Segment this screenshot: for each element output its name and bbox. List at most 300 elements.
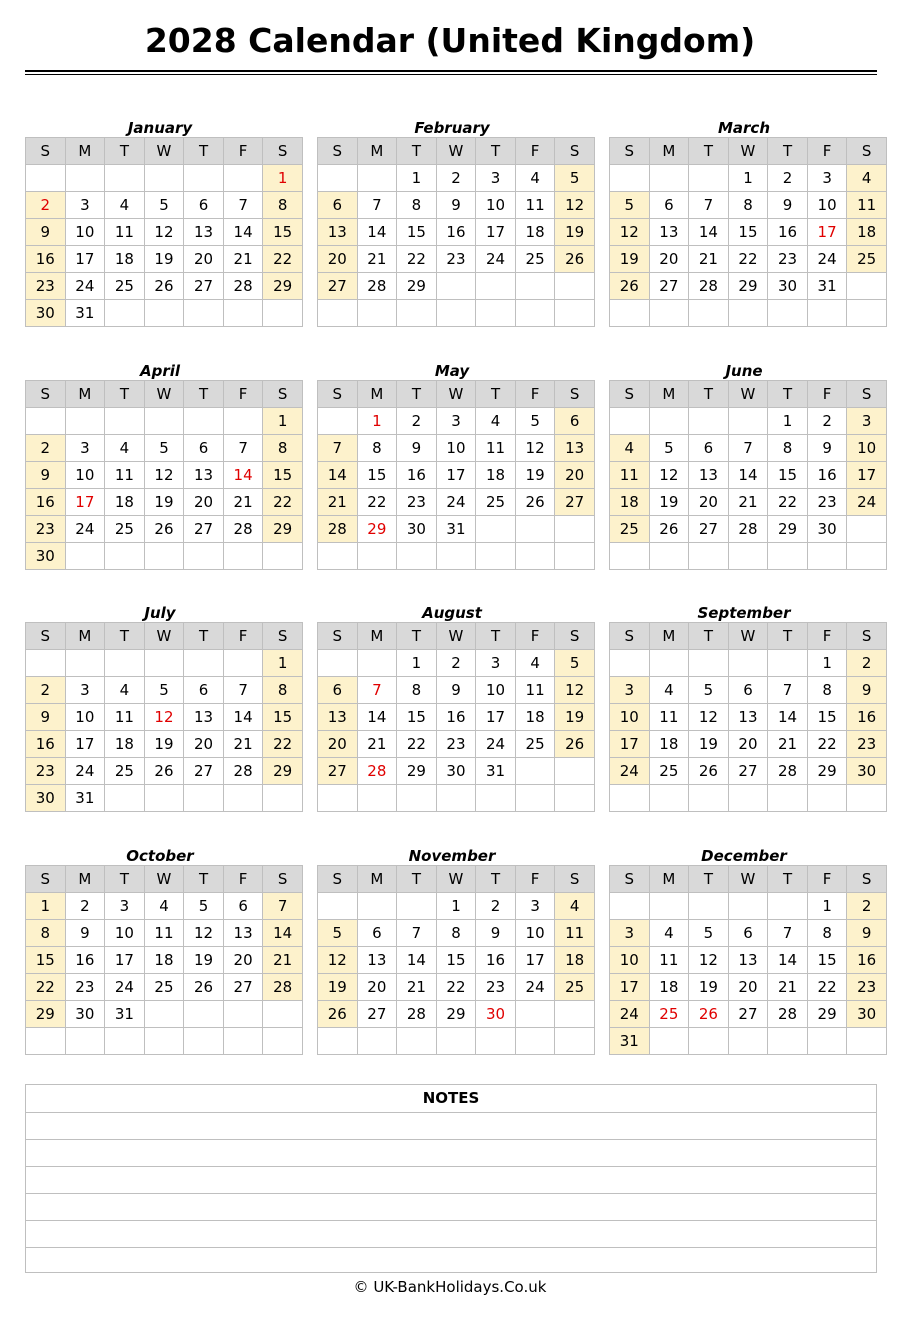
day-cell: 9 [26,219,66,246]
empty-day-cell [728,408,768,435]
notes-line[interactable] [26,1167,876,1194]
empty-day-cell [263,300,303,327]
weekday-header: M [65,381,105,408]
month-table [317,137,595,327]
empty-day-cell [555,273,595,300]
empty-day-cell [610,893,650,920]
weekday-header: S [555,866,595,893]
day-cell: 17 [476,219,516,246]
day-cell: 21 [223,246,263,273]
day-cell: 23 [768,246,808,273]
day-cell: 15 [768,462,808,489]
month-june [609,358,879,570]
day-cell: 2 [807,408,847,435]
weekday-header: F [807,866,847,893]
month-name: November [408,847,496,865]
empty-day-cell [223,1001,263,1028]
day-cell: 28 [689,273,729,300]
day-cell: 25 [847,246,887,273]
day-cell: 1 [728,165,768,192]
day-cell: 14 [768,704,808,731]
day-cell: 14 [223,219,263,246]
day-cell: 4 [476,408,516,435]
day-cell: 6 [318,677,358,704]
day-cell: 17 [476,704,516,731]
notes-line[interactable] [26,1221,876,1248]
empty-day-cell [610,300,650,327]
empty-day-cell [768,785,808,812]
notes-title: NOTES [26,1085,876,1113]
weekday-header: T [184,866,224,893]
empty-day-cell [397,893,437,920]
day-cell: 6 [689,435,729,462]
empty-day-cell [105,165,145,192]
day-cell: 16 [436,219,476,246]
day-cell: 29 [263,758,303,785]
day-cell: 22 [436,974,476,1001]
day-cell: 16 [436,704,476,731]
day-cell: 12 [555,192,595,219]
day-cell: 10 [847,435,887,462]
day-cell: 21 [223,731,263,758]
day-cell: 6 [184,677,224,704]
day-cell: 18 [847,219,887,246]
empty-day-cell [476,300,516,327]
weekday-header: T [184,138,224,165]
notes-line[interactable] [26,1113,876,1140]
day-cell: 11 [105,462,145,489]
day-cell: 11 [476,435,516,462]
day-cell: 29 [26,1001,66,1028]
day-cell: 14 [357,704,397,731]
day-cell: 19 [144,731,184,758]
empty-day-cell [318,785,358,812]
day-cell: 3 [610,920,650,947]
empty-day-cell [223,408,263,435]
day-cell: 17 [515,947,555,974]
month-table [317,622,595,812]
weekday-header: S [847,381,887,408]
weekday-header: T [689,381,729,408]
day-cell: 11 [105,219,145,246]
day-cell: 9 [26,462,66,489]
empty-day-cell [689,165,729,192]
empty-day-cell [184,408,224,435]
month-name: July [144,604,176,622]
month-name: June [725,362,763,380]
weekday-header: M [357,623,397,650]
empty-day-cell [728,785,768,812]
empty-day-cell [26,1028,66,1055]
empty-day-cell [807,543,847,570]
day-cell: 30 [768,273,808,300]
day-cell: 30 [847,758,887,785]
day-cell: 23 [26,516,66,543]
day-cell: 5 [144,435,184,462]
weekday-header: S [610,381,650,408]
day-cell: 22 [807,974,847,1001]
empty-day-cell [436,273,476,300]
empty-day-cell [555,758,595,785]
empty-day-cell [65,1028,105,1055]
day-cell: 3 [515,893,555,920]
weekday-header: S [318,138,358,165]
day-cell: 25 [144,974,184,1001]
weekday-header: W [144,866,184,893]
empty-day-cell [649,543,689,570]
weekday-header: S [26,381,66,408]
holiday-day-cell: 1 [357,408,397,435]
weekday-header: T [689,866,729,893]
month-january [25,115,295,327]
empty-day-cell [144,165,184,192]
day-cell: 16 [397,462,437,489]
empty-day-cell [263,543,303,570]
weekday-header: W [728,138,768,165]
day-cell: 25 [515,731,555,758]
notes-line[interactable] [26,1194,876,1221]
holiday-day-cell: 7 [357,677,397,704]
empty-day-cell [397,300,437,327]
day-cell: 30 [807,516,847,543]
month-name: April [139,362,181,380]
day-cell: 17 [847,462,887,489]
day-cell: 8 [263,192,303,219]
day-cell: 16 [476,947,516,974]
weekday-header: T [768,866,808,893]
weekday-header: S [610,138,650,165]
month-name: December [701,847,787,865]
day-cell: 24 [610,758,650,785]
day-cell: 12 [649,462,689,489]
day-cell: 20 [184,246,224,273]
weekday-header: S [318,381,358,408]
month-name: October [126,847,194,865]
day-cell: 9 [436,677,476,704]
empty-day-cell [105,650,145,677]
day-cell: 17 [610,974,650,1001]
weekday-header: T [689,138,729,165]
weekday-header: F [223,381,263,408]
holiday-day-cell: 1 [263,165,303,192]
day-cell: 24 [515,974,555,1001]
empty-day-cell [476,785,516,812]
month-march [609,115,879,327]
empty-day-cell [65,650,105,677]
weekday-header: T [768,623,808,650]
day-cell: 19 [144,489,184,516]
day-cell: 5 [649,435,689,462]
empty-day-cell [318,165,358,192]
weekday-header: F [807,138,847,165]
day-cell: 11 [515,192,555,219]
empty-day-cell [318,408,358,435]
day-cell: 7 [768,677,808,704]
day-cell: 16 [807,462,847,489]
empty-day-cell [515,1028,555,1055]
empty-day-cell [649,785,689,812]
day-cell: 11 [610,462,650,489]
weekday-header: W [728,381,768,408]
day-cell: 19 [184,947,224,974]
day-cell: 19 [555,704,595,731]
day-cell: 14 [357,219,397,246]
day-cell: 11 [515,677,555,704]
weekday-header: T [184,381,224,408]
day-cell: 21 [768,731,808,758]
day-cell: 26 [144,516,184,543]
day-cell: 9 [436,192,476,219]
day-cell: 18 [515,219,555,246]
day-cell: 18 [476,462,516,489]
day-cell: 1 [807,893,847,920]
day-cell: 5 [555,165,595,192]
day-cell: 26 [555,246,595,273]
day-cell: 22 [263,246,303,273]
day-cell: 4 [555,893,595,920]
empty-day-cell [436,300,476,327]
weekday-header: M [649,866,689,893]
day-cell: 12 [689,704,729,731]
day-cell: 11 [649,947,689,974]
month-table [25,137,303,327]
day-cell: 30 [26,300,66,327]
day-cell: 23 [436,731,476,758]
day-cell: 27 [728,758,768,785]
day-cell: 13 [184,219,224,246]
day-cell: 23 [476,974,516,1001]
empty-day-cell [847,300,887,327]
day-cell: 13 [184,704,224,731]
day-cell: 7 [263,893,303,920]
weekday-header: T [768,381,808,408]
day-cell: 22 [263,731,303,758]
day-cell: 13 [555,435,595,462]
day-cell: 6 [555,408,595,435]
empty-day-cell [689,543,729,570]
empty-day-cell [357,1028,397,1055]
day-cell: 24 [476,246,516,273]
day-cell: 22 [26,974,66,1001]
day-cell: 29 [397,273,437,300]
empty-day-cell [555,1028,595,1055]
day-cell: 14 [768,947,808,974]
empty-day-cell [144,1028,184,1055]
month-april [25,358,295,570]
day-cell: 5 [610,192,650,219]
day-cell: 27 [357,1001,397,1028]
day-cell: 12 [689,947,729,974]
empty-day-cell [105,408,145,435]
empty-day-cell [728,300,768,327]
weekday-header: S [610,623,650,650]
month-name: September [697,604,791,622]
day-cell: 27 [184,758,224,785]
empty-day-cell [26,408,66,435]
day-cell: 6 [728,677,768,704]
weekday-header: W [144,381,184,408]
holiday-day-cell: 29 [357,516,397,543]
month-september [609,600,879,812]
day-cell: 26 [610,273,650,300]
day-cell: 9 [768,192,808,219]
empty-day-cell [223,1028,263,1055]
day-cell: 12 [610,219,650,246]
empty-day-cell [515,300,555,327]
weekday-header: M [65,623,105,650]
day-cell: 22 [768,489,808,516]
empty-day-cell [357,650,397,677]
day-cell: 6 [184,435,224,462]
day-cell: 15 [397,704,437,731]
weekday-header: S [610,866,650,893]
month-november [317,843,587,1055]
weekday-header: T [105,623,145,650]
empty-day-cell [649,1028,689,1055]
empty-day-cell [515,516,555,543]
weekday-header: M [357,138,397,165]
day-cell: 1 [397,165,437,192]
empty-day-cell [397,543,437,570]
day-cell: 7 [223,677,263,704]
day-cell: 12 [318,947,358,974]
weekday-header: T [397,866,437,893]
day-cell: 20 [689,489,729,516]
day-cell: 2 [847,893,887,920]
empty-day-cell [105,785,145,812]
day-cell: 11 [105,704,145,731]
month-name: March [717,119,771,137]
day-cell: 30 [65,1001,105,1028]
empty-day-cell [515,543,555,570]
day-cell: 9 [397,435,437,462]
day-cell: 8 [263,677,303,704]
day-cell: 7 [318,435,358,462]
month-july [25,600,295,812]
day-cell: 23 [847,974,887,1001]
month-name: February [414,119,490,137]
day-cell: 24 [105,974,145,1001]
empty-day-cell [689,1028,729,1055]
day-cell: 21 [357,731,397,758]
day-cell: 17 [65,246,105,273]
day-cell: 3 [436,408,476,435]
day-cell: 4 [649,920,689,947]
page-title: 2028 Calendar (United Kingdom) [144,21,756,60]
day-cell: 8 [728,192,768,219]
empty-day-cell [26,165,66,192]
day-cell: 22 [807,731,847,758]
day-cell: 6 [184,192,224,219]
day-cell: 17 [65,731,105,758]
empty-day-cell [847,1028,887,1055]
day-cell: 13 [689,462,729,489]
empty-day-cell [397,785,437,812]
day-cell: 23 [807,489,847,516]
day-cell: 17 [436,462,476,489]
day-cell: 17 [610,731,650,758]
day-cell: 13 [223,920,263,947]
day-cell: 9 [847,920,887,947]
weekday-header: F [515,138,555,165]
day-cell: 20 [223,947,263,974]
day-cell: 8 [807,920,847,947]
day-cell: 8 [436,920,476,947]
day-cell: 13 [357,947,397,974]
day-cell: 7 [768,920,808,947]
day-cell: 1 [807,650,847,677]
day-cell: 9 [65,920,105,947]
empty-day-cell [515,1001,555,1028]
empty-day-cell [263,785,303,812]
day-cell: 20 [728,731,768,758]
day-cell: 23 [436,246,476,273]
weekday-header: W [436,381,476,408]
empty-day-cell [728,1028,768,1055]
day-cell: 24 [436,489,476,516]
empty-day-cell [555,516,595,543]
day-cell: 15 [728,219,768,246]
empty-day-cell [649,408,689,435]
empty-day-cell [476,1028,516,1055]
day-cell: 8 [807,677,847,704]
notes-line[interactable] [26,1248,876,1274]
weekday-header: S [263,138,303,165]
day-cell: 16 [768,219,808,246]
empty-day-cell [184,1028,224,1055]
empty-day-cell [555,543,595,570]
empty-day-cell [847,785,887,812]
day-cell: 27 [728,1001,768,1028]
notes-line[interactable] [26,1140,876,1167]
empty-day-cell [476,273,516,300]
day-cell: 23 [847,731,887,758]
day-cell: 5 [689,677,729,704]
day-cell: 3 [65,192,105,219]
day-cell: 29 [768,516,808,543]
day-cell: 21 [397,974,437,1001]
weekday-header: S [555,623,595,650]
day-cell: 29 [807,758,847,785]
day-cell: 19 [144,246,184,273]
weekday-header: T [476,866,516,893]
holiday-day-cell: 17 [807,219,847,246]
day-cell: 22 [728,246,768,273]
title-underline [25,70,877,72]
weekday-header: M [65,138,105,165]
empty-day-cell [515,758,555,785]
day-cell: 7 [357,192,397,219]
day-cell: 15 [436,947,476,974]
empty-day-cell [768,543,808,570]
day-cell: 14 [263,920,303,947]
empty-day-cell [397,1028,437,1055]
empty-day-cell [768,893,808,920]
empty-day-cell [847,516,887,543]
day-cell: 23 [397,489,437,516]
day-cell: 5 [318,920,358,947]
day-cell: 20 [318,731,358,758]
holiday-day-cell: 30 [476,1001,516,1028]
day-cell: 18 [649,731,689,758]
day-cell: 30 [26,785,66,812]
day-cell: 30 [436,758,476,785]
empty-day-cell [318,650,358,677]
day-cell: 29 [397,758,437,785]
weekday-header: M [357,381,397,408]
day-cell: 25 [105,758,145,785]
weekday-header: W [436,623,476,650]
